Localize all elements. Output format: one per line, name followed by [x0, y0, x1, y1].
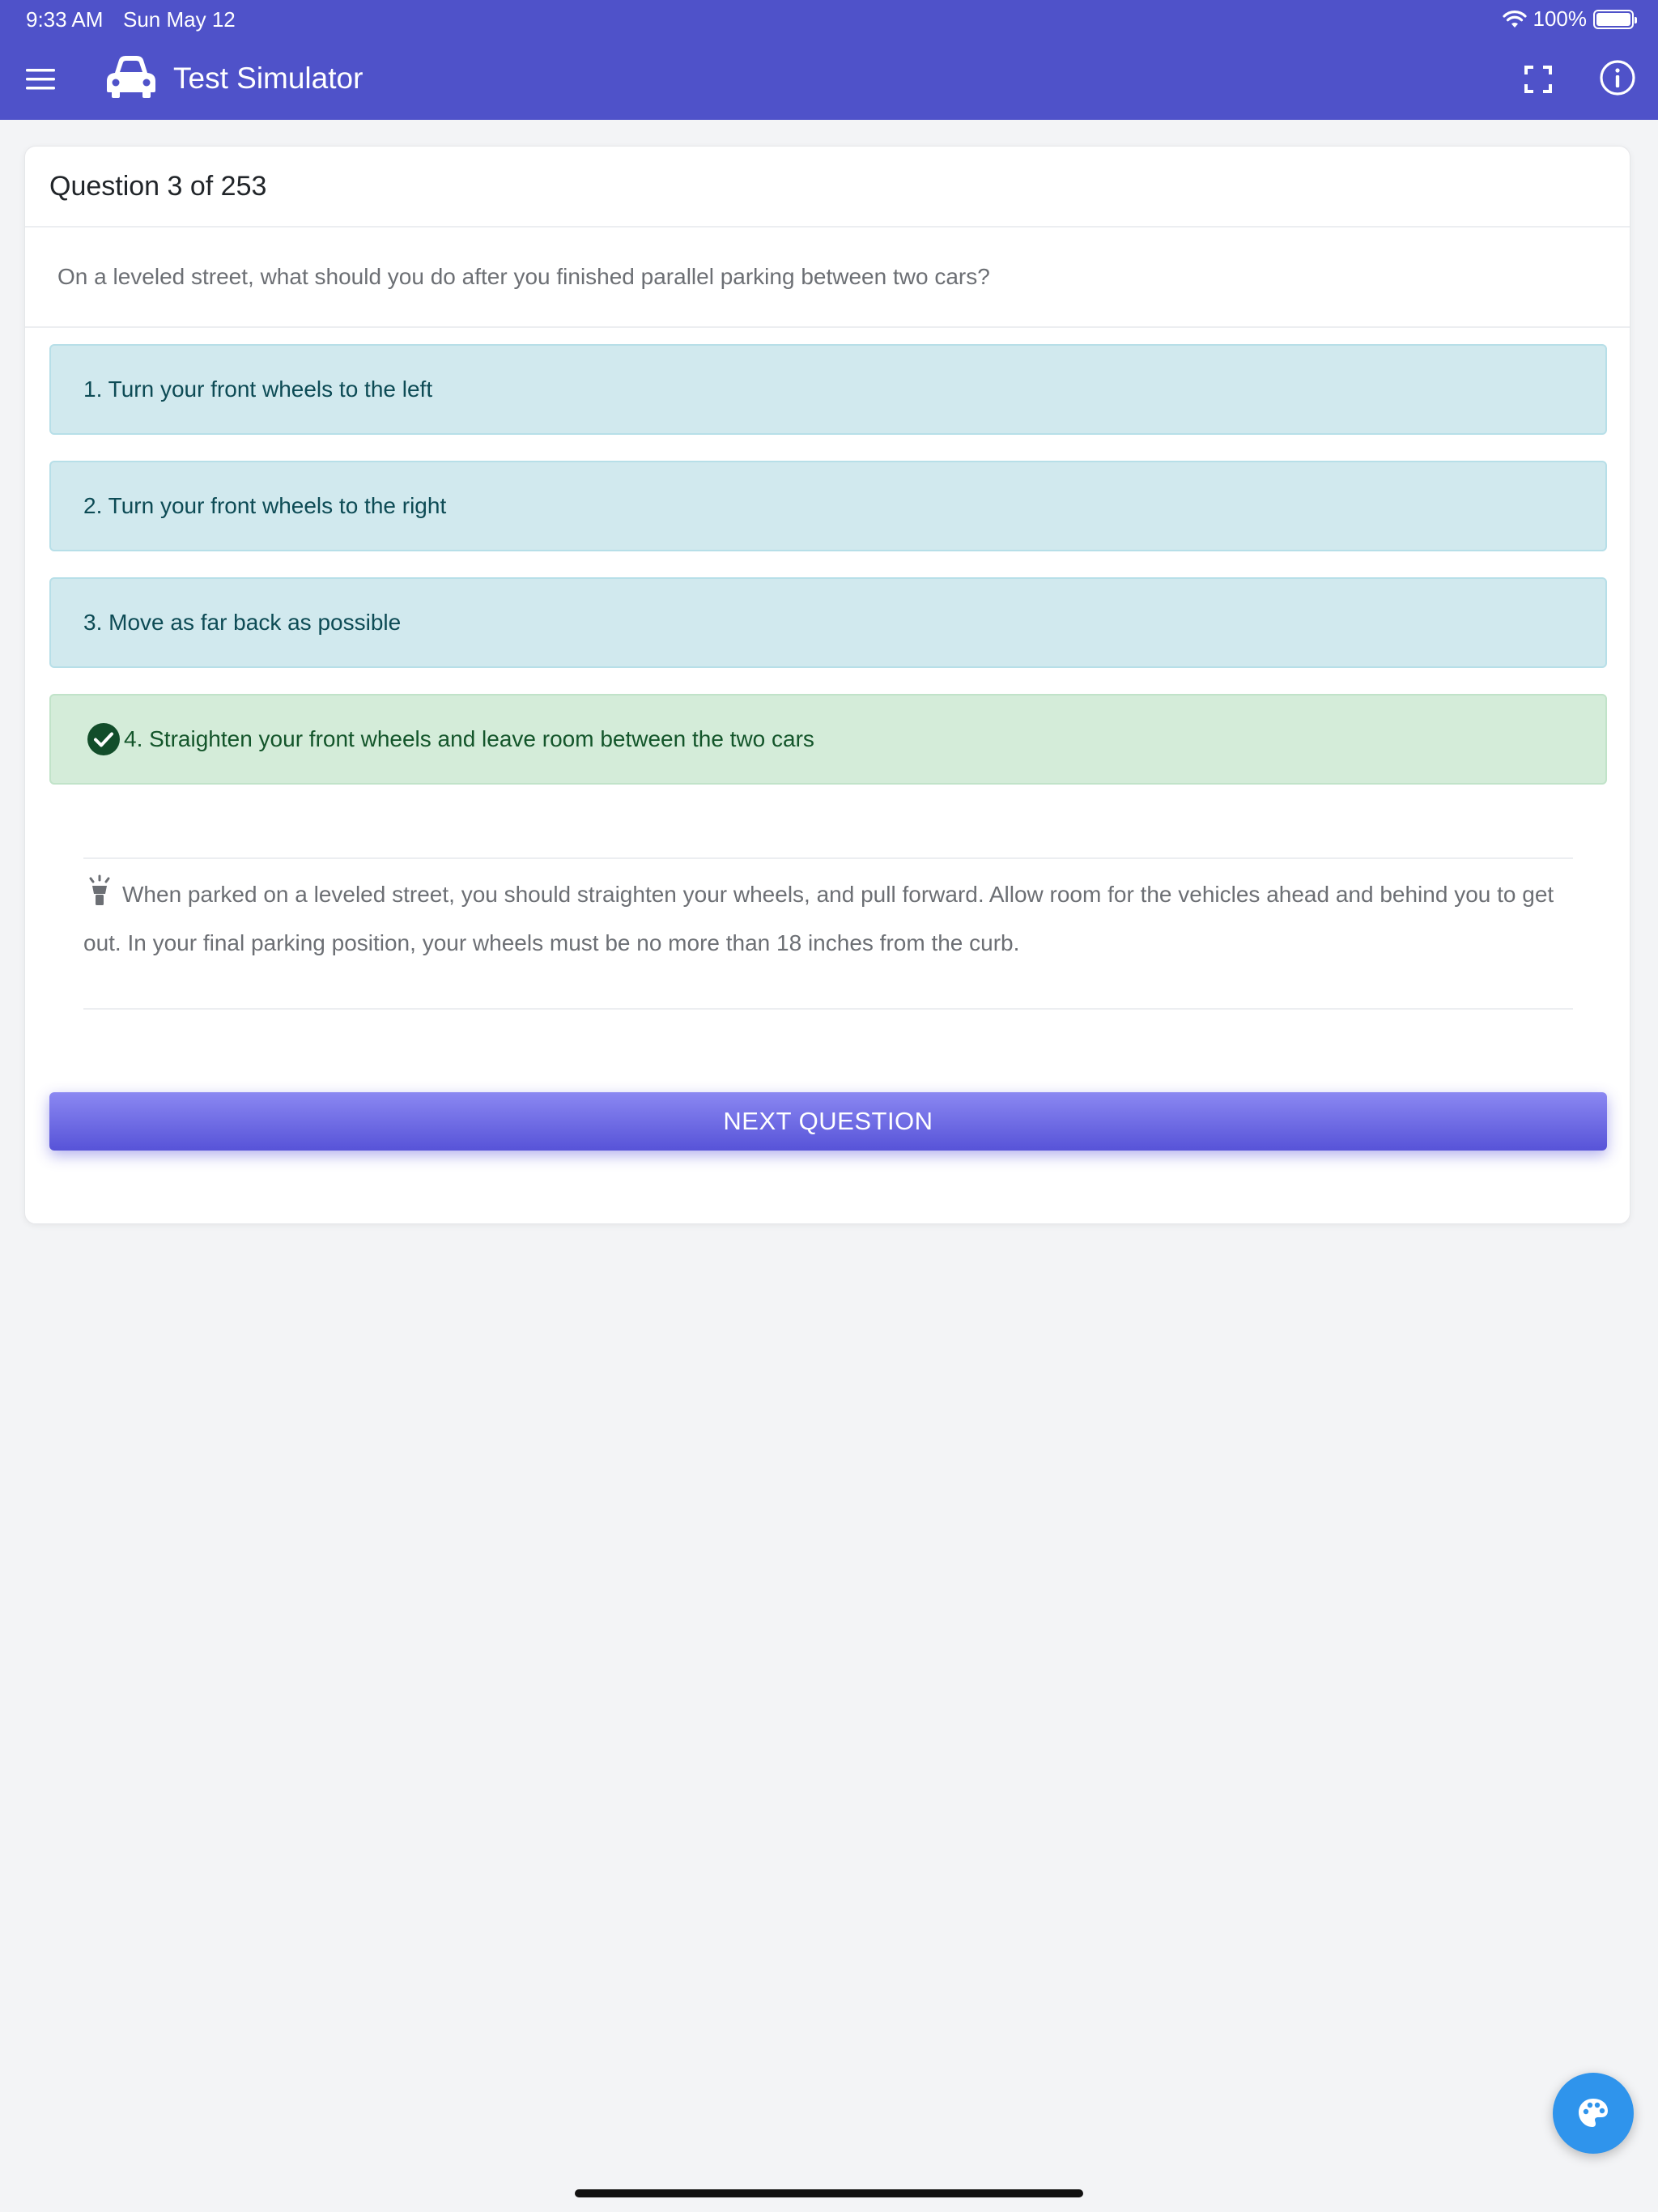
app-title: Test Simulator	[173, 62, 363, 95]
answer-option-4-correct[interactable]	[49, 694, 1607, 785]
toolbar	[0, 39, 1658, 120]
car-icon	[104, 52, 159, 100]
status-time: 9:33 AM	[26, 7, 104, 32]
fullscreen-icon[interactable]	[1522, 63, 1554, 96]
status-bar	[0, 0, 1658, 39]
palette-icon	[1575, 2095, 1611, 2131]
answer-label: 3. Move as far back as possible	[83, 610, 402, 635]
next-question-button[interactable]: NEXT QUESTION	[49, 1092, 1607, 1151]
question-counter: Question 3 of 253	[25, 147, 1630, 228]
answer-label: 1. Turn your front wheels to the left	[83, 376, 433, 402]
answer-label: 2. Turn your front wheels to the right	[83, 493, 447, 518]
check-circle-icon	[87, 722, 121, 756]
status-right	[1503, 6, 1635, 32]
theme-palette-button[interactable]	[1553, 2073, 1634, 2154]
menu-icon[interactable]	[24, 63, 57, 96]
question-card	[24, 146, 1630, 1224]
wifi-icon	[1503, 10, 1527, 29]
answer-option-3[interactable]	[49, 577, 1607, 668]
app-bar	[0, 0, 1658, 120]
answer-option-1[interactable]	[49, 344, 1607, 435]
answer-list	[49, 344, 1607, 810]
answer-option-2[interactable]	[49, 461, 1607, 551]
battery-percent: 100%	[1533, 6, 1587, 31]
explanation-text: When parked on a leveled street, you should straighten your wheels, and pull forward. Allow room for the vehicles ahead and behind you to get out. In your final parking position, your wheels must be no more than 18 inches from the curb.	[83, 882, 1554, 955]
info-icon[interactable]	[1598, 58, 1637, 97]
lightbulb-icon	[83, 873, 116, 908]
battery-icon	[1593, 10, 1634, 29]
status-date: Sun May 12	[123, 7, 236, 32]
explanation	[83, 857, 1573, 1010]
home-indicator	[575, 2189, 1083, 2197]
question-text: On a leveled street, what should you do after you finished parallel parking between two cars?	[25, 228, 1630, 328]
answer-label: 4. Straighten your front wheels and leave room between the two cars	[124, 726, 814, 751]
